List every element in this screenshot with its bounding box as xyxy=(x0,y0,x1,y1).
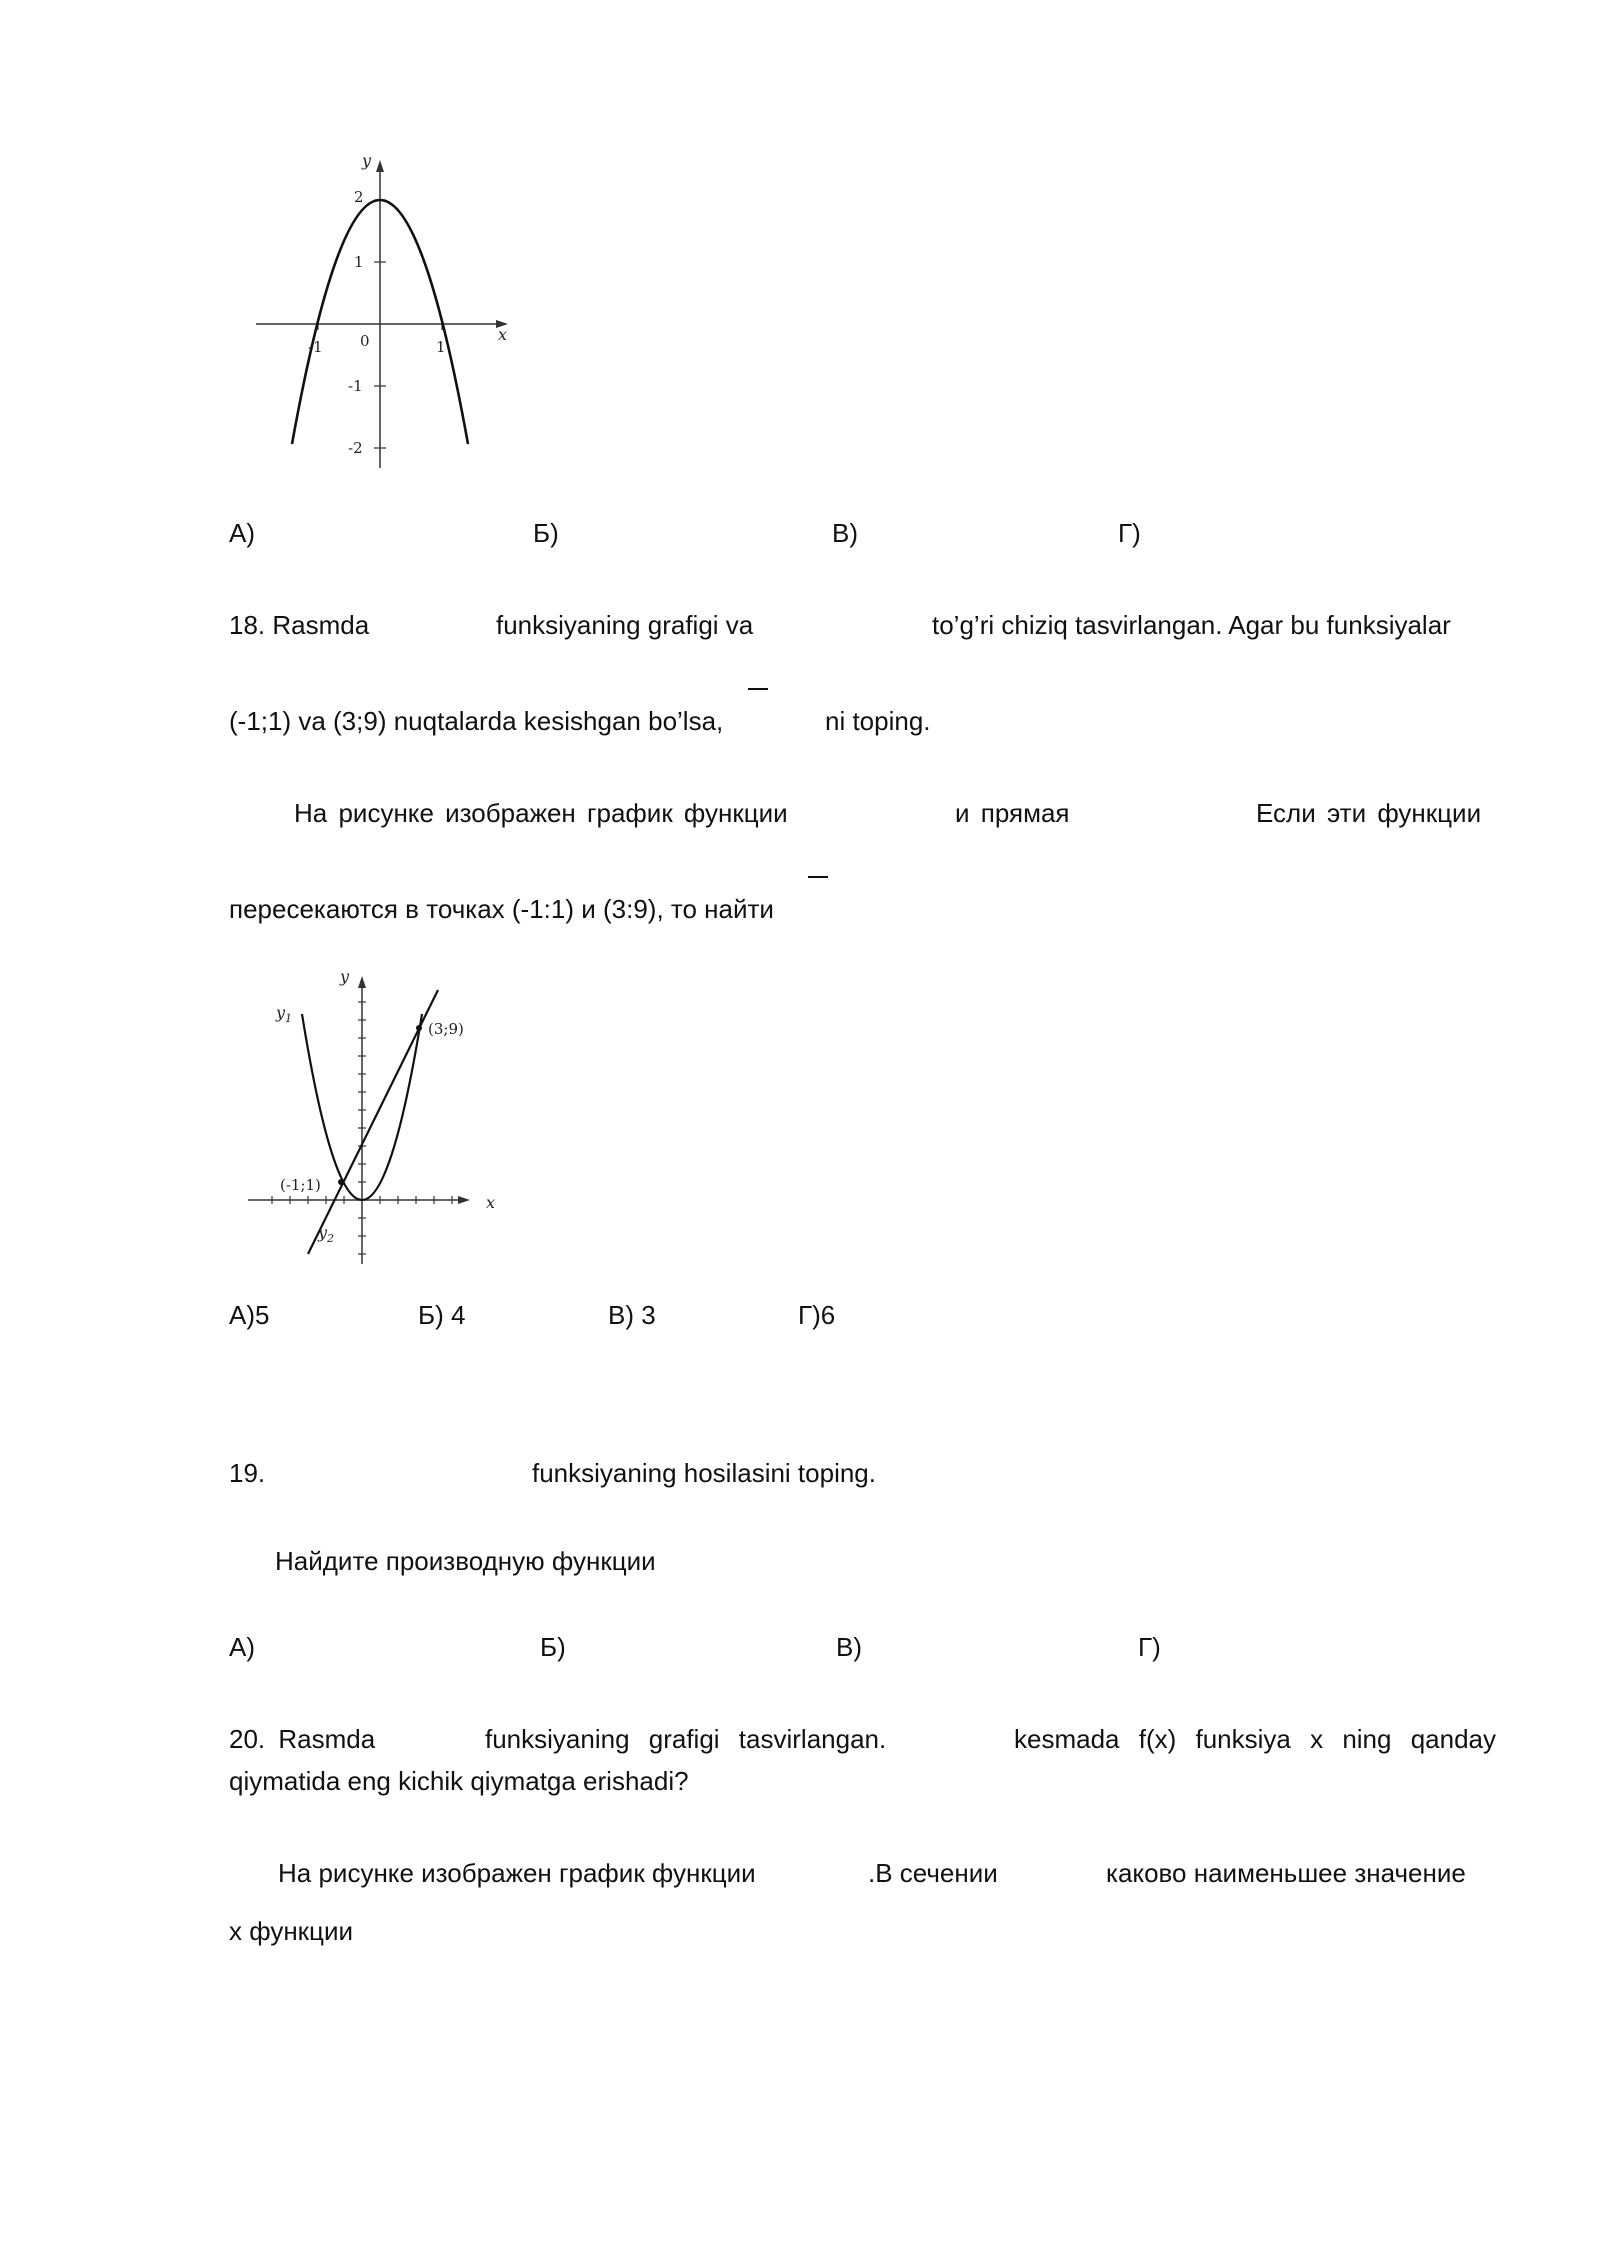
q18-uz-part2: funksiyaning grafigi va xyxy=(496,610,754,640)
q18-ru-part3: Если эти функции xyxy=(1256,798,1482,828)
q18-uz-part1: 18. Rasmda xyxy=(229,610,370,640)
q19-option-g: Г) xyxy=(1138,1632,1161,1662)
y-axis-label: y xyxy=(340,967,350,986)
q18-uz-part3: to’g’ri chiziq tasvirlangan. Agar bu funksiyalar xyxy=(932,610,1451,640)
q18-ru-line2: пересекаются в точках (-1:1) и (3:9), то найти xyxy=(229,894,774,924)
q18-uz-line2-part2: ni toping. xyxy=(825,706,931,736)
intersection-graph xyxy=(240,962,510,1272)
q19-ru-text: Найдите производную функции xyxy=(275,1546,656,1576)
line-label: $y_2$ xyxy=(318,1223,335,1245)
q18-fraction-bar xyxy=(748,688,768,690)
q20-uz-part3: kesmada f(x) funksiya x ning qanday xyxy=(1014,1724,1496,1754)
parabola-graph xyxy=(240,150,530,470)
y-axis-arrow xyxy=(376,160,384,172)
x-axis-arrow xyxy=(458,1196,470,1204)
q18-option-g: Г)6 xyxy=(798,1300,836,1330)
q17-option-a: A) xyxy=(229,518,255,548)
q20-uz-part2: funksiyaning grafigi tasvirlangan. xyxy=(485,1724,887,1754)
q18-option-v: В) 3 xyxy=(608,1300,656,1330)
x-tick-label-neg1: -1 xyxy=(308,338,323,356)
q18-ru-part1: На рисунке изображен график функции xyxy=(294,798,788,828)
q20-uz-part1: 20. Rasmda xyxy=(229,1724,376,1754)
q20-ru-part3: каково наименьшее значение xyxy=(1106,1858,1466,1888)
point1-label: (-1;1) xyxy=(280,1176,321,1194)
q17-option-g: Г) xyxy=(1118,518,1141,548)
x-axis-label: x xyxy=(486,1193,496,1212)
x-axis-label: x xyxy=(498,325,508,344)
y-tick-label-2: 2 xyxy=(354,188,364,206)
q18-ru-part2: и прямая xyxy=(955,798,1070,828)
q19-option-b: Б) xyxy=(540,1632,566,1662)
origin-label: 0 xyxy=(360,332,370,350)
q18-option-b: Б) 4 xyxy=(418,1300,466,1330)
x-tick-label-1: 1 xyxy=(436,338,446,356)
q20-ru-part2: .В сечении xyxy=(868,1858,998,1888)
q20-uz-line2: qiymatida eng kichik qiymatga erishadi? xyxy=(229,1766,689,1796)
q18-option-a: A)5 xyxy=(229,1300,270,1330)
q20-ru-line2: x функции xyxy=(229,1916,353,1946)
y-axis-label: y xyxy=(362,151,372,170)
point2-label: (3;9) xyxy=(428,1020,464,1038)
q19-number: 19. xyxy=(229,1458,266,1488)
curve-label: $y_1$ xyxy=(276,1003,293,1025)
intersection-point-2 xyxy=(416,1025,422,1031)
y-tick-label-1: 1 xyxy=(354,253,364,271)
q18-ru-fraction-bar xyxy=(808,876,828,878)
y-axis-arrow xyxy=(358,976,366,988)
y-tick-label-neg2: -2 xyxy=(348,439,363,457)
q20-ru-part1: На рисунке изображен график функции xyxy=(278,1858,756,1888)
q17-option-b: Б) xyxy=(533,518,559,548)
q19-uz-text: funksiyaning hosilasini toping. xyxy=(532,1458,876,1488)
q18-uz-line2-part1: (-1;1) va (3;9) nuqtalarda kesishgan bo’lsa, xyxy=(229,706,724,736)
intersection-point-1 xyxy=(338,1179,344,1185)
y-tick-label-neg1: -1 xyxy=(348,377,363,395)
q19-option-v: В) xyxy=(836,1632,862,1662)
q19-option-a: A) xyxy=(229,1632,255,1662)
q17-option-v: В) xyxy=(832,518,858,548)
